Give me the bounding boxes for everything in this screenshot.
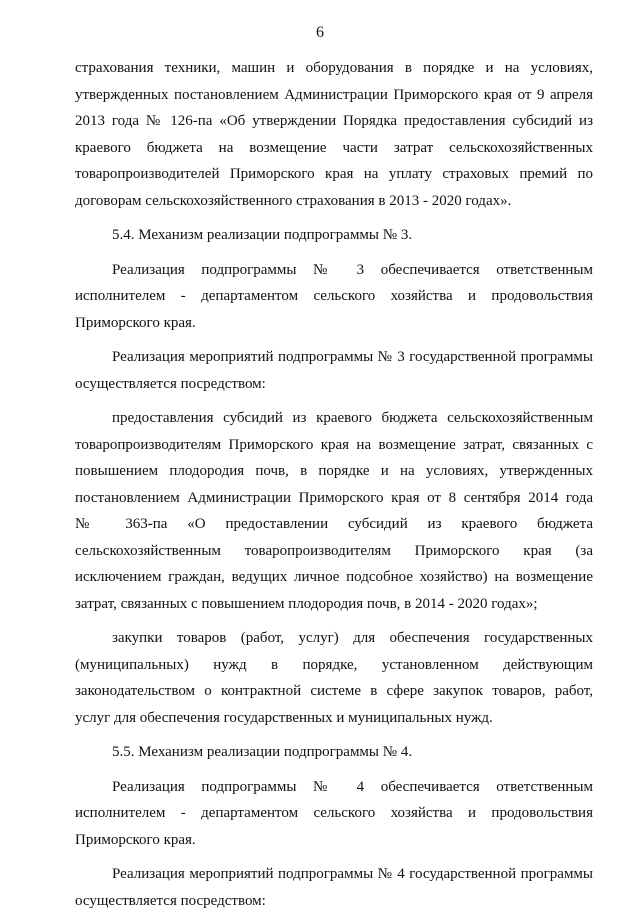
text-line: осуществляется посредством:: [75, 371, 593, 398]
text-line: затрат, связанных с повышением плодородия почв, в 2014 - 2020 годах»;: [75, 591, 593, 618]
text-line: исполнителем - департаментом сельского хозяйства и продовольствия: [75, 800, 593, 827]
paragraph-procurement: [75, 625, 593, 731]
text-line: Приморского края.: [75, 827, 593, 854]
text-line: товаропроизводителям Приморского края на возмещение затрат, связанных с: [75, 432, 593, 459]
text-line: страхования техники, машин и оборудования в порядке и на условиях,: [75, 55, 593, 82]
text-line: товаропроизводителей Приморского края на уплату страховых премий по: [75, 161, 593, 188]
text-line: Реализация мероприятий подпрограммы № 3 государственной программы: [75, 344, 593, 371]
text-line: предоставления субсидий из краевого бюджета сельскохозяйственным: [75, 405, 593, 432]
text-line: утвержденных постановлением Администрации Приморского края от 9 апреля: [75, 82, 593, 109]
text-line: Реализация подпрограммы № 3 обеспечивается ответственным: [75, 257, 593, 284]
paragraph-responsible-executor-3: [75, 257, 593, 337]
text-line: исключением граждан, ведущих личное подсобное хозяйство) на возмещение: [75, 564, 593, 591]
section-heading-5-5: 5.5. Механизм реализации подпрограммы № 4.: [75, 739, 593, 766]
paragraph-insurance-subsidy: [75, 55, 593, 214]
text-line: Реализация подпрограммы № 4 обеспечивается ответственным: [75, 774, 593, 801]
text-line: услуг для обеспечения государственных и муниципальных нужд.: [75, 705, 593, 732]
text-line: 2013 года № 126-па «Об утверждении Порядка предоставления субсидий из: [75, 108, 593, 135]
text-line: (муниципальных) нужд в порядке, установленном действующим: [75, 652, 593, 679]
page-number: 6: [0, 24, 640, 42]
text-line: исполнителем - департаментом сельского хозяйства и продовольствия: [75, 283, 593, 310]
text-line: закупки товаров (работ, услуг) для обеспечения государственных: [75, 625, 593, 652]
text-line: постановлением Администрации Приморского края от 8 сентября 2014 года: [75, 485, 593, 512]
paragraph-implementation-4: [75, 861, 593, 914]
text-line: сельскохозяйственным товаропроизводителям Приморского края (за: [75, 538, 593, 565]
document-body: [75, 55, 593, 914]
text-line: повышением плодородия почв, в порядке и на условиях, утвержденных: [75, 458, 593, 485]
text-line: Реализация мероприятий подпрограммы № 4 государственной программы: [75, 861, 593, 888]
paragraph-implementation-3: [75, 344, 593, 397]
paragraph-soil-fertility-subsidy: [75, 405, 593, 617]
paragraph-responsible-executor-4: [75, 774, 593, 854]
text-line: № 363-па «О предоставлении субсидий из краевого бюджета: [75, 511, 593, 538]
text-line: осуществляется посредством:: [75, 888, 593, 914]
text-line: договорам сельскохозяйственного страхования в 2013 - 2020 годах».: [75, 188, 593, 215]
section-heading-5-4: 5.4. Механизм реализации подпрограммы № 3.: [75, 222, 593, 249]
text-line: краевого бюджета на возмещение части затрат сельскохозяйственных: [75, 135, 593, 162]
text-line: законодательством о контрактной системе в сфере закупок товаров, работ,: [75, 678, 593, 705]
text-line: Приморского края.: [75, 310, 593, 337]
